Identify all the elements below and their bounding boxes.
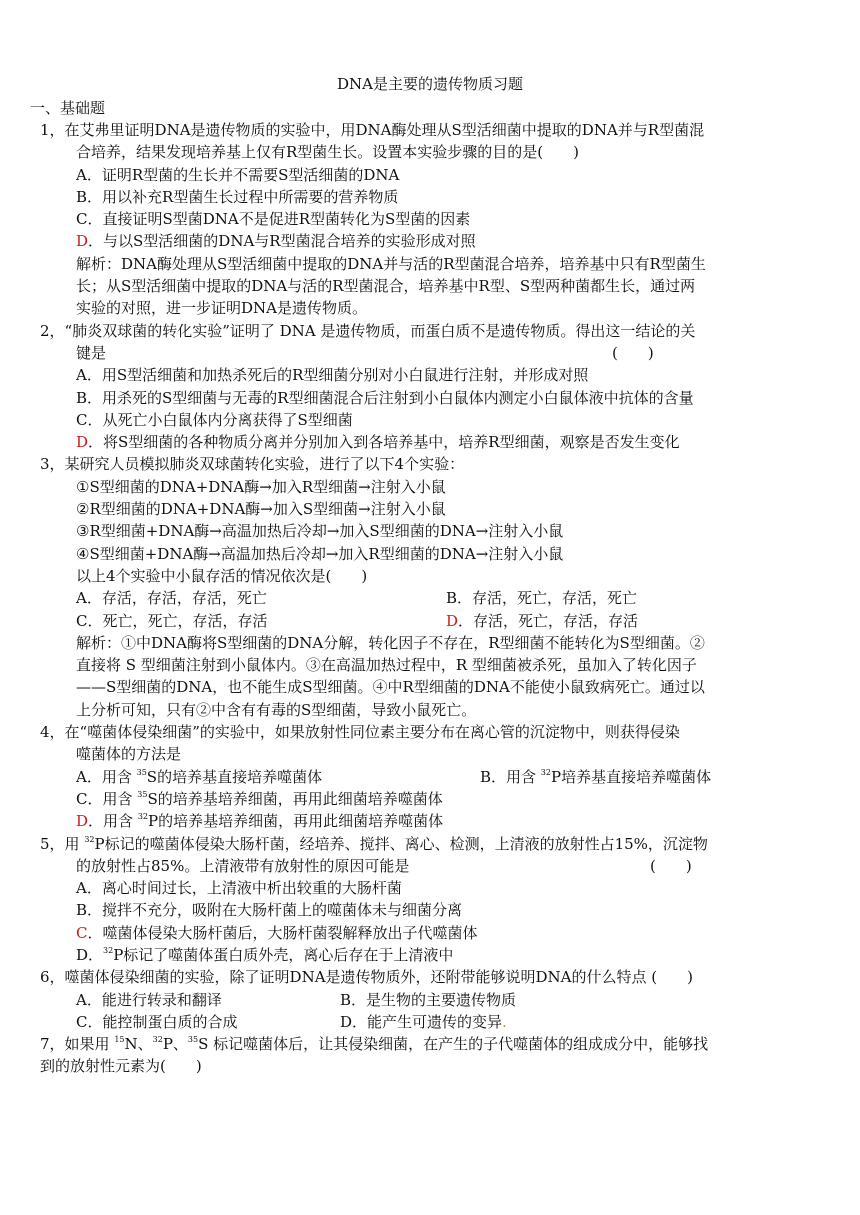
answer-letter: D [76,812,89,831]
option-c: C．从死亡小白鼠体内分离获得了S型细菌 [76,410,353,429]
option-a: A．用含 $^{35}$S的培养基直接培养噬菌体 [76,767,323,786]
option-a: A．证明R型菌的生长并不需要S型活细菌的DNA [76,165,400,184]
question-3 [40,453,818,721]
question-stem: 6，噬菌体侵染细菌的实验，除了证明DNA是遗传物质外，还附带能够说明DNA的什么特点 ( ) [40,968,693,987]
question-2 [40,320,818,454]
explanation: 上分析可知，只有②中含有有毒的S型细菌，导致小鼠死亡。 [76,700,477,719]
answer-letter: D [76,433,89,452]
option-a: A．能进行转录和翻译 [76,990,222,1009]
explanation: 实验的对照，进一步证明DNA是遗传物质。 [76,299,367,318]
explanation: 解析：①中DNA酶将S型细菌的DNA分解，转化因子不存在，R型细菌不能转化为S型细菌。② [76,633,705,652]
question-6 [40,966,818,1033]
options-row [40,610,818,632]
option-a: A．离心时间过长，上清液中析出较重的大肠杆菌 [76,879,402,898]
explanation: 解析：DNA酶处理从S型活细菌中提取的DNA并与活的R型菌混合培养，培养基中只有R型菌生 [76,254,706,273]
option-c: C．能控制蛋白质的合成 [76,1012,238,1031]
answer-blank: ( ) [650,856,692,875]
question-list [40,119,818,1078]
question-stem: 键是 ( ) [40,342,818,364]
option-d: D．能产生可遗传的变异. [340,1012,507,1031]
options-row [40,587,818,609]
question-stem: 4，在“噬菌体侵染细菌”的实验中，如果放射性同位素主要分布在离心管的沉淀物中，则获得侵染 [40,723,680,742]
question-5 [40,833,818,967]
question-stem: 1，在艾弗里证明DNA是遗传物质的实验中，用DNA酶处理从S型活细菌中提取的DNA并与R型菌混 [40,121,705,139]
option-b: B．用杀死的S型细菌与无毒的R型细菌混合后注射到小白鼠体内测定小白鼠体液中抗体的含量 [76,388,694,407]
option-b: B．是生物的主要遗传物质 [340,990,517,1009]
option-d: D．$^{32}$P标记了噬菌体蛋白质外壳，离心后存在于上清液中 [76,945,454,964]
question-stem: 2，“肺炎双球菌的转化实验”证明了 DNA 是遗传物质，而蛋白质不是遗传物质。得出这一结论的关 [40,321,696,340]
explanation: 直接将 S 型细菌注射到小鼠体内。③在高温加热过程中，R 型细菌被杀死，虽加入了转化因子 [76,656,697,675]
question-ask: 以上4个实验中小鼠存活的情况依次是( ) [76,566,368,585]
section-heading: 一、基础题 [30,99,106,117]
experiment-4: ④S型细菌+DNA酶→高温加热后冷却→加入R型细菌的DNA→注射入小鼠 [76,544,564,563]
options-row [40,989,818,1011]
answer-letter: D [446,611,459,630]
question-4 [40,721,818,832]
options-row [40,1011,818,1033]
option-d: D．与以S型活细菌的DNA与R型菌混合培养的实验形成对照 [76,232,476,251]
question-stem: 3，某研究人员模拟肺炎双球菌转化实验，进行了以下4个实验： [40,455,465,474]
answer-blank: ( ) [612,343,654,362]
option-b: B．用含 $^{32}$P培养基直接培养噬菌体 [480,767,712,786]
option-c: C．死亡，死亡，存活，存活 [76,611,268,630]
option-d: D．存活，死亡，存活，存活 [446,611,639,630]
option-b: B．存活，死亡，存活，死亡 [446,589,638,608]
experiment-3: ③R型细菌+DNA酶→高温加热后冷却→加入S型细菌的DNA→注射入小鼠 [76,522,564,541]
experiment-2: ②R型细菌的DNA+DNA酶→加入S型细菌→注射入小鼠 [76,500,446,519]
question-stem: 合培养，结果发现培养基上仅有R型菌生长。设置本实验步骤的目的是( ) [76,143,580,162]
question-stem: 到的放射性元素为( ) [40,1057,202,1076]
option-a: A．存活，存活，存活，死亡 [76,589,267,608]
option-a: A．用S型活细菌和加热杀死后的R型细菌分别对小白鼠进行注射，并形成对照 [76,366,589,385]
option-c: C．噬菌体侵染大肠杆菌后，大肠杆菌裂解释放出子代噬菌体 [76,923,478,942]
explanation: 长；从S型活细菌中提取的DNA与活的R型菌混合，培养基中R型、S型两种菌都生长，通过两 [76,277,696,296]
option-c: C．直接证明S型菌DNA不是促进R型菌转化为S型菌的因素 [76,210,471,229]
option-b: B．搅拌不充分，吸附在大肠杆菌上的噬菌体未与细菌分离 [76,901,463,920]
options-row [40,766,818,788]
question-1 [40,119,818,320]
question-stem: 的放射性占85%。上清液带有放射性的原因可能是 ( ) [40,855,818,877]
option-c: C．用含 $^{35}$S的培养基培养细菌，再用此细菌培养噬菌体 [76,789,443,808]
stray-mark: . [502,1012,507,1031]
question-stem: 噬菌体的方法是 [76,745,182,764]
experiment-1: ①S型细菌的DNA+DNA酶→加入R型细菌→注射入小鼠 [76,477,446,496]
answer-letter: C [76,923,88,942]
option-b: B．用以补充R型菌生长过程中所需要的营养物质 [76,187,399,206]
question-7 [40,1033,818,1078]
option-d: D．用含 $^{32}$P的培养基培养细菌，再用此细菌培养噬菌体 [76,812,444,831]
question-stem: 5，用 $^{32}$P标记的噬菌体侵染大肠杆菌，经培养、搅拌、离心、检测，上清液的放射性占15%，沉淀物 [40,834,708,853]
page-title: DNA是主要的遗传物质习题 [337,75,523,93]
answer-letter: D [76,232,89,251]
option-d: D．将S型细菌的各种物质分离并分别加入到各培养基中，培养R型细菌，观察是否发生变化 [76,433,680,452]
explanation: ——S型细菌的DNA，也不能生成S型细菌。④中R型细菌的DNA不能使小鼠致病死亡。通过以 [76,678,705,697]
question-stem: 7，如果用 $^{15}$N、$^{32}$P、$^{35}$S 标记噬菌体后，让其侵染细菌，在产生的子代噬菌体的组成成分中，能够找 [40,1035,709,1054]
